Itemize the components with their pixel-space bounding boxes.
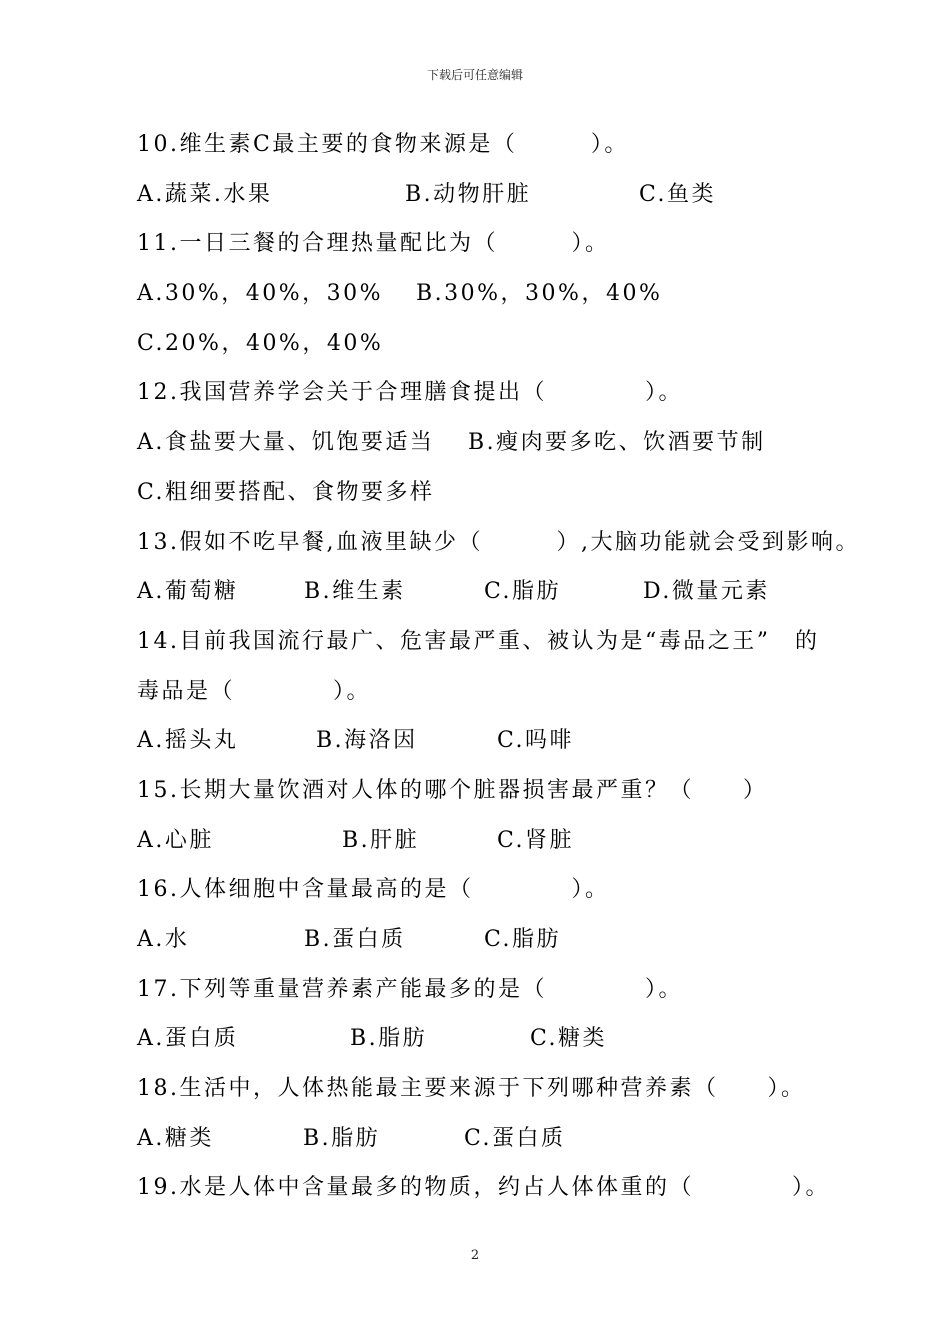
question-line: [137, 671, 877, 721]
option: C.肾脏: [497, 827, 575, 853]
options-line: [137, 422, 877, 472]
document-body: [137, 124, 877, 1217]
page-number: 2: [470, 1248, 480, 1263]
option: C.糖类: [530, 1026, 608, 1052]
option: A.葡萄糖: [137, 579, 239, 605]
option: B.蛋白质: [304, 927, 406, 952]
option: B.脂肪: [350, 1026, 428, 1052]
question-text: 13.假如不吃早餐,血液里缺少（ ）,大脑功能就会受到影响。: [137, 529, 860, 555]
option: C.脂肪: [484, 927, 562, 952]
option: C.鱼类: [639, 181, 717, 207]
option: A.心脏: [137, 827, 214, 853]
question-line: [137, 770, 877, 820]
page-header: 下载后可任意编辑: [426, 68, 523, 82]
option: A.摇头丸: [137, 728, 239, 754]
options-line: [137, 472, 877, 522]
option: C.脂肪: [484, 579, 562, 605]
option: B.肝脏: [342, 827, 420, 853]
option: B.维生素: [304, 579, 406, 605]
question-line: [137, 223, 877, 273]
option: D.微量元素: [643, 579, 770, 605]
option: C.粗细要搭配、食物要多样: [137, 479, 435, 505]
question-text: 14.目前我国流行最广、危害最严重、被认为是“毒品之王” 的: [137, 628, 820, 654]
options-line: [137, 571, 877, 621]
options-line: [137, 820, 877, 870]
question-line: [137, 969, 877, 1019]
question-line: [137, 869, 877, 919]
option: B.瘦肉要多吃、饮酒要节制: [468, 430, 766, 456]
option: A.糖类: [137, 1125, 214, 1151]
option: A.30%，40%，30%: [137, 281, 384, 307]
question-line: [137, 1167, 877, 1217]
option: A.水: [137, 927, 190, 952]
question-line: [137, 1068, 877, 1118]
question-text: 11.一日三餐的合理热量配比为（ ）。: [137, 231, 610, 257]
question-text: 19.水是人体中含量最多的物质，约占人体体重的（ ）。: [137, 1175, 830, 1201]
question-text: 17.下列等重量营养素产能最多的是（ ）。: [137, 976, 683, 1002]
option: A.蛋白质: [137, 1026, 239, 1052]
option: C.蛋白质: [464, 1125, 566, 1151]
question-line: [137, 124, 877, 174]
options-line: [137, 1118, 877, 1168]
options-line: [137, 174, 877, 224]
option: B.海洛因: [316, 728, 418, 754]
options-line: [137, 273, 877, 323]
options-line: [137, 1018, 877, 1068]
question-text: 18.生活中，人体热能最主要来源于下列哪种营养素（ ）。: [137, 1076, 806, 1102]
option: C.吗啡: [497, 728, 575, 754]
option: B.30%，30%，40%: [416, 281, 663, 307]
options-line: [137, 919, 877, 969]
question-text: 16.人体细胞中含量最高的是（ ）。: [137, 877, 610, 903]
question-text: 毒品是（ ）。: [137, 678, 372, 704]
option: B.动物肝脏: [405, 181, 532, 207]
option: C.20%，40%，40%: [137, 330, 384, 356]
question-line: [137, 621, 877, 671]
option: A.蔬菜.水果: [137, 181, 273, 207]
options-line: [137, 323, 877, 373]
question-line: [137, 372, 877, 422]
options-line: [137, 720, 877, 770]
option: B.脂肪: [303, 1125, 381, 1151]
question-text: 10.维生素C最主要的食物来源是（ ）。: [137, 132, 629, 157]
question-line: [137, 522, 877, 572]
option: A.食盐要大量、饥饱要适当: [137, 430, 435, 456]
question-text: 15.长期大量饮酒对人体的哪个脏器损害最严重？（ ）: [137, 777, 768, 803]
question-text: 12.我国营养学会关于合理膳食提出（ ）。: [137, 380, 683, 406]
